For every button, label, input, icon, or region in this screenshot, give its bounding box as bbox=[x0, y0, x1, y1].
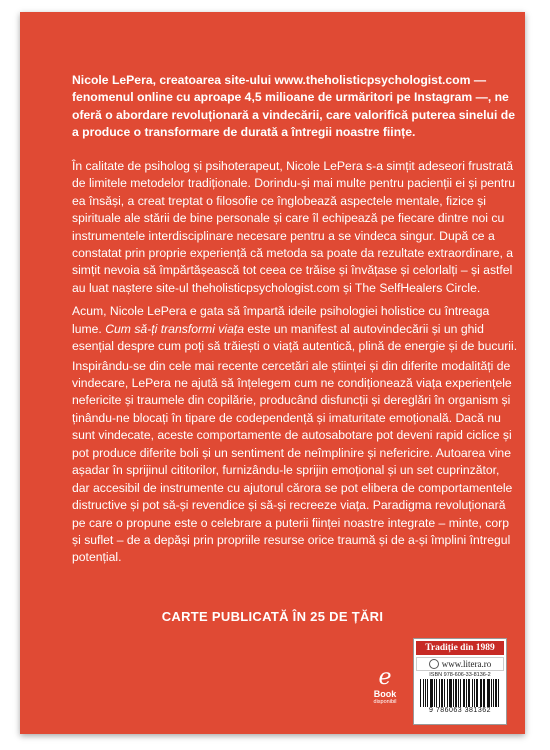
barcode-bar bbox=[495, 679, 497, 707]
barcode-bar bbox=[441, 679, 443, 707]
barcode-bar bbox=[460, 679, 461, 707]
barcode-bar bbox=[455, 679, 457, 707]
publisher-box bbox=[413, 638, 507, 725]
paragraph-3: Inspirându-se din cele mai recente cercetări ale științei și din diferite modalități de vindecare, LePera ne ajută să înțelegem cum ne condiționează viața experiențele nefericite și traumele din copilărie, producând disfuncții și dereglări în organism și ținându-ne blocați în tipare de codependență și imaturitate emoțională. Dacă nu sunt vindecate, aceste comportamente de autosabotare pot deveni rapid ciclice și pot produce diferite boli și un sentiment de neîmplinire și nefericire. Autoarea vine așadar în sprijinul cititorilor, furnizându-le sprijin emoțional și un set cuprinzător, dar accesibil de instrumente cu ajutorul cărora se pot elibera de comportamentele distructive și pot să-și revendice și să-și recreeze viața. Paradigma revoluționară pe care o propune este o celebrare a puterii ființei noastre integrate – minte, corp și suflet – de a depăși prin propriile resurse orice traumă și de a-și împlini întregul potențial. bbox=[72, 358, 513, 565]
barcode-bar bbox=[434, 679, 435, 707]
barcode-bar bbox=[480, 679, 481, 707]
ebook-availability: disponibil bbox=[373, 699, 397, 705]
barcode-bar bbox=[439, 679, 441, 707]
barcode-bar bbox=[447, 679, 448, 707]
barcode-bar bbox=[425, 679, 427, 707]
tradition-badge: Tradiție din 1989 bbox=[416, 641, 504, 655]
barcode-number: 9 786063 381362 bbox=[429, 707, 491, 714]
barcode-bar bbox=[474, 679, 475, 707]
barcode-bar bbox=[472, 679, 473, 707]
barcode-bar bbox=[491, 679, 492, 707]
tagline: CARTE PUBLICATĂ ÎN 25 DE ȚĂRI bbox=[161, 609, 384, 624]
blurb-text bbox=[72, 72, 520, 569]
isbn-text: ISBN 978-606-33-8136-2 bbox=[429, 672, 491, 678]
barcode-bar bbox=[487, 679, 490, 707]
intro-paragraph: Nicole LePera, creatoarea site-ului www.theholisticpsychologist.com — fenomenul online cu aproape 4,5 milioane de urmăritori pe Instagram —, ne oferă o abordare revoluționară a vindecării, care valorifică puterea sinelui de a produce o transformare de durată a întregii noastre ființe. bbox=[72, 73, 515, 140]
ebook-icon: e bbox=[378, 665, 392, 690]
barcode-bar bbox=[458, 679, 459, 707]
ebook-label: Book bbox=[373, 689, 397, 699]
barcode-bar bbox=[466, 679, 467, 707]
back-cover bbox=[20, 12, 525, 734]
barcode-bar bbox=[463, 679, 465, 707]
publisher-url bbox=[416, 657, 504, 671]
barcode-bar bbox=[498, 679, 499, 707]
paragraph-2-start: Acum, Nicole LePera e gata să împartă ideile psihologiei holistice cu întreaga lume. bbox=[72, 304, 490, 336]
barcode-bar bbox=[483, 679, 485, 707]
barcode-bar bbox=[476, 679, 478, 707]
ebook-badge bbox=[370, 667, 400, 713]
publisher-url-text: www.litera.ro bbox=[441, 659, 492, 669]
paragraph-1: În calitate de psiholog și psihoterapeut, Nicole LePera s-a simțit adeseori frustrată de limitele metodelor tradiționale. Dorindu-și mai multe pentru pacienții ei și pentru ea însăși, a creat treptat o filosofie ce înglobează aspectele mentale, fizice și spirituale ale stării de bine personale și care îl echipează pe fiecare dintre noi cu instrumentele interdisciplinare necesare pentru a se vindeca singur. După ce a constatat prin proprie experiență că metoda sa poate da rezultate extraordinare, a simțit nevoia să împărtășească tot ceea ce trăise și învățase și celorlalți – și astfel au luat naștere site-ul theholisticpsychologist.com și The SelfHealers Circle. bbox=[72, 158, 516, 295]
paragraph-2 bbox=[72, 303, 520, 355]
barcode-bar bbox=[436, 679, 437, 707]
barcode-bar bbox=[420, 679, 421, 707]
barcode-bar bbox=[423, 679, 424, 707]
barcode-bar bbox=[449, 679, 452, 707]
barcode-bar bbox=[468, 679, 471, 707]
globe-icon bbox=[429, 659, 439, 669]
barcode-bar bbox=[444, 679, 445, 707]
barcode bbox=[420, 679, 500, 707]
barcode-bar bbox=[430, 679, 433, 707]
barcode-bar bbox=[493, 679, 494, 707]
book-title-italic: Cum să-ți transformi viața bbox=[105, 321, 245, 336]
barcode-bar bbox=[427, 679, 428, 707]
barcode-bar bbox=[481, 679, 482, 707]
barcode-bar bbox=[453, 679, 454, 707]
paragraph-2-end: este un manifest al autovindecării și un ghid esențial despre cum poți să trăiești o viață autentică, plină de energie și de bucurii. bbox=[72, 321, 518, 354]
